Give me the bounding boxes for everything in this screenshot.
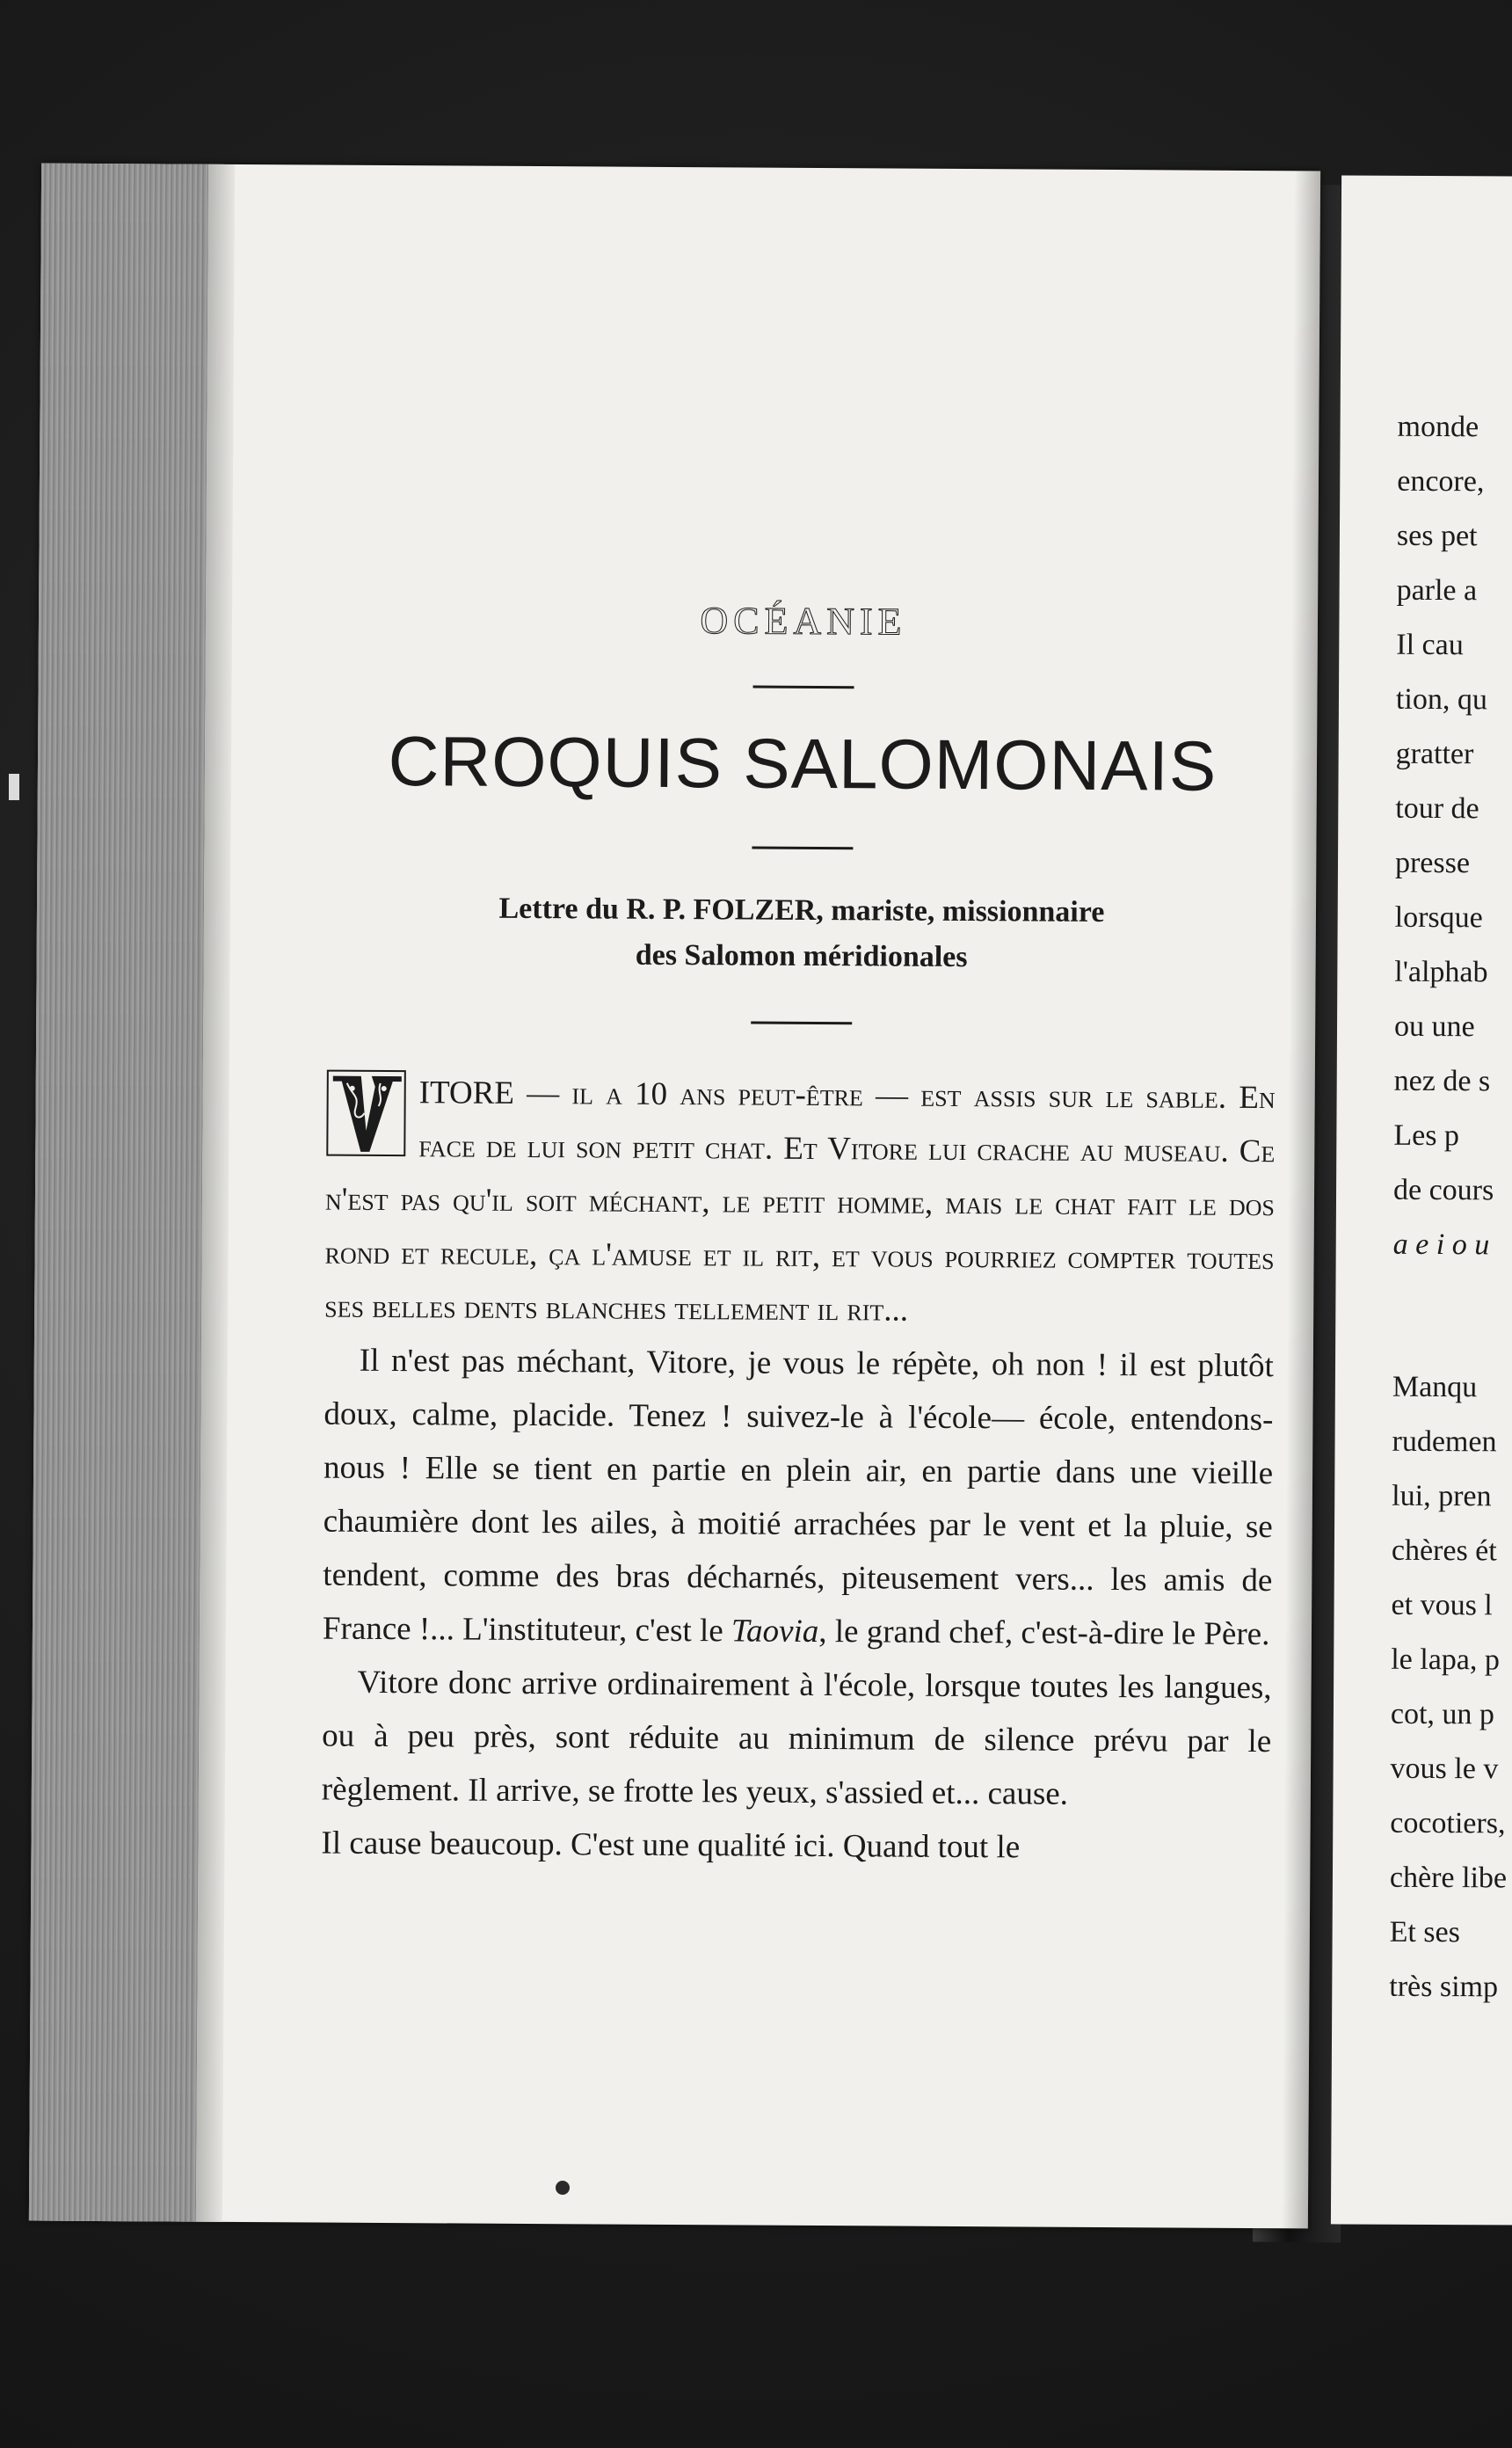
section-heading: OCÉANIE <box>700 599 907 644</box>
right-page-line: cot, un p <box>1390 1697 1495 1731</box>
ornamental-dropcap-v-icon <box>325 1069 407 1158</box>
right-page-line: ses pet <box>1396 519 1478 553</box>
right-page-line: et vous l <box>1391 1588 1493 1622</box>
paragraph-2-text-b: , le grand chef, c'est-à-dire le Père. <box>818 1614 1270 1653</box>
right-page-line: cocotiers, <box>1390 1806 1506 1840</box>
right-page-line: ou une <box>1393 1009 1475 1044</box>
right-page-line: lui, pren <box>1392 1479 1492 1513</box>
divider-rule <box>752 847 853 850</box>
paragraph-1-text: ITORE — il a 10 ans peut-être — est assis sur le sable. En face de lui son petit chat. Et Vitore lui crache au museau. Ce n'est pas qu'il soit méchant, le petit homme, mais le chat fait le dos rond et recule, ça l'amuse et il rit, et vous pourriez compter toutes ses belles dents blanches tellement il rit... <box>324 1075 1276 1329</box>
right-page-line: presse <box>1394 846 1471 880</box>
right-page-line: l'alphab <box>1394 955 1488 989</box>
paragraph-4: Il cause beaucoup. C'est une qualité ici. Quand tout le <box>321 1825 1021 1866</box>
right-page-line: parle a <box>1396 573 1478 608</box>
article-subtitle <box>327 885 1277 983</box>
right-page-line: Il cau <box>1396 628 1464 662</box>
right-page-line: Les p <box>1393 1118 1460 1153</box>
divider-rule <box>752 686 854 689</box>
article-title: CROQUIS SALOMONAIS <box>388 722 1218 805</box>
page-content <box>321 429 1279 1876</box>
right-page-line: lorsque <box>1394 900 1483 935</box>
taovia-italic: Taovia <box>731 1613 819 1650</box>
paragraph-1 <box>324 1066 1276 1340</box>
right-page-line: très simp <box>1389 1970 1499 2004</box>
right-page-line: encore, <box>1397 464 1485 499</box>
right-page-line: a e i o u <box>1392 1228 1490 1262</box>
left-page <box>29 164 1320 2229</box>
right-page-line: vous le v <box>1390 1752 1499 1786</box>
right-page-partial <box>1331 175 1512 2225</box>
subtitle-line-2: des Salomon méridionales <box>635 938 968 974</box>
page-bottom-dot <box>556 2181 570 2195</box>
article-body <box>321 1066 1276 1876</box>
paragraph-2-text-a: Il n'est pas méchant, Vitore, je vous le répète, oh non ! il est plutôt doux, calme, placide. Tenez ! suivez-le à l'école— école, entendons-nous ! Elle se tient en partie en plein air, en partie dans une vieille chaumière dont les ailes, à moitié arrachées par le vent et la pluie, se tendent, comme des bras décharnés, piteusement vers... les amis de France !... L'instituteur, c'est le <box>322 1342 1274 1650</box>
right-page-line: Et ses <box>1389 1915 1461 1949</box>
right-page-line: chères ét <box>1391 1534 1497 1568</box>
right-page-line <box>1392 1272 1512 1361</box>
subtitle-line-1: Lettre du R. P. FOLZER, mariste, missionnaire <box>498 892 1105 929</box>
right-page-line: monde <box>1397 410 1479 444</box>
right-page-line: Manqu <box>1392 1370 1478 1404</box>
page-stack-edge <box>29 164 208 2222</box>
right-page-line: rudemen <box>1392 1424 1497 1459</box>
right-page-line: chère libe <box>1389 1861 1508 1895</box>
margin-mark <box>9 774 19 800</box>
right-page-line: le lapa, p <box>1391 1643 1501 1677</box>
dropcap-letter: V <box>366 1153 367 1155</box>
right-page-line: de cours <box>1392 1173 1494 1207</box>
right-page-line: nez de s <box>1393 1064 1491 1098</box>
right-page-line: tion, qu <box>1395 682 1487 717</box>
right-page-text <box>1389 400 1512 2015</box>
paragraph-3: Vitore donc arrive ordinairement à l'école, lorsque toutes les langues, ou à peu près, sont réduite au minimum de silence prévu par le règlement. Il arrive, se frotte les yeux, s'assied et... cause. <box>321 1664 1272 1812</box>
paragraph-2 <box>323 1334 1274 1662</box>
divider-rule <box>751 1022 852 1025</box>
right-page-line: gratter <box>1395 737 1474 771</box>
right-page-line: tour de <box>1395 791 1479 826</box>
